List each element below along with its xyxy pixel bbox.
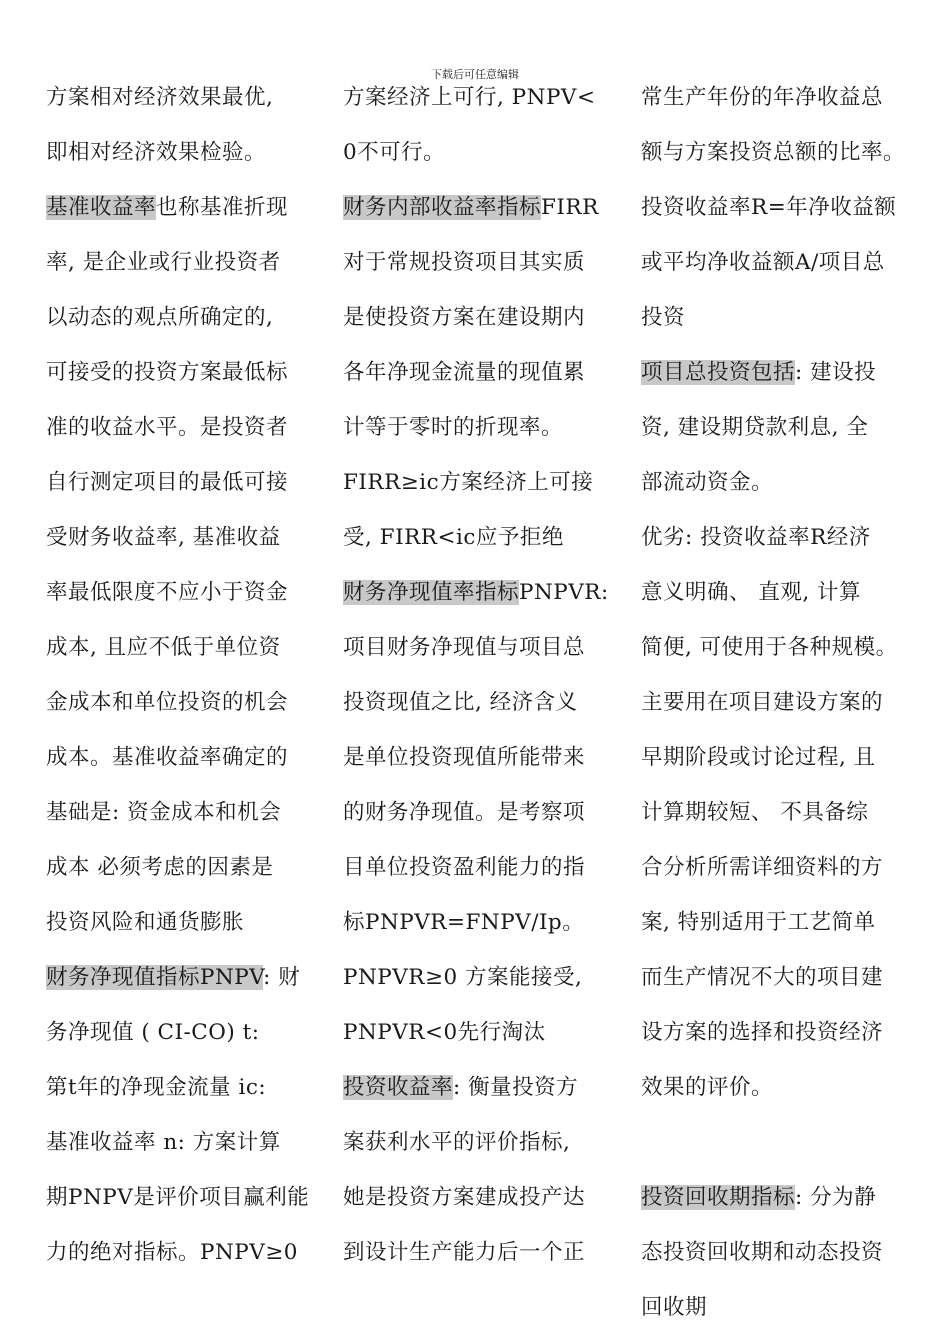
text-segment: 对于常规投资项目其实质 bbox=[343, 250, 586, 275]
text-segment: 成本 必须考虑的因素是 bbox=[46, 855, 274, 880]
text-segment: 准的收益水平。是投资者 bbox=[46, 415, 289, 440]
text-segment: PNPVR: bbox=[519, 580, 609, 605]
text-segment: 到设计生产能力后一个正 bbox=[343, 1240, 586, 1265]
text-line bbox=[46, 180, 314, 235]
text-line bbox=[46, 730, 314, 785]
text-segment: 资, 建设期贷款利息, 全 bbox=[641, 415, 869, 440]
text-segment: : 衡量投资方 bbox=[453, 1075, 579, 1100]
text-segment: 自行测定项目的最低可接 bbox=[46, 470, 289, 495]
text-segment: 金成本和单位投资的机会 bbox=[46, 690, 289, 715]
text-column-3 bbox=[641, 70, 923, 1335]
highlighted-term: 财务内部收益率指标 bbox=[343, 195, 542, 220]
text-line bbox=[641, 125, 923, 180]
text-line bbox=[641, 840, 923, 895]
text-segment: 率最低限度不应小于资金 bbox=[46, 580, 289, 605]
text-line bbox=[46, 1225, 314, 1280]
text-line bbox=[46, 400, 314, 455]
text-line bbox=[641, 290, 923, 345]
text-segment: 力的绝对指标。PNPV≥0 bbox=[46, 1240, 298, 1265]
text-line bbox=[46, 895, 314, 950]
text-line bbox=[343, 1005, 611, 1060]
text-segment: 成本, 且应不低于单位资 bbox=[46, 635, 281, 660]
text-segment: 案, 特别适用于工艺简单 bbox=[641, 910, 876, 935]
text-segment: 基础是: 资金成本和机会 bbox=[46, 800, 282, 825]
text-segment: 合分析所需详细资料的方 bbox=[641, 855, 884, 880]
text-line bbox=[46, 620, 314, 675]
text-segment: 投资 bbox=[641, 305, 686, 330]
text-line bbox=[641, 400, 923, 455]
text-line bbox=[641, 1005, 923, 1060]
text-segment: : 建设投 bbox=[795, 360, 877, 385]
text-segment: 态投资回收期和动态投资 bbox=[641, 1240, 884, 1265]
text-segment: 投资风险和通货膨胀 bbox=[46, 910, 245, 935]
text-line bbox=[641, 565, 923, 620]
text-segment: : 财 bbox=[263, 965, 301, 990]
text-column-2 bbox=[343, 70, 611, 1280]
text-segment: 或平均净收益额A/项目总 bbox=[641, 250, 885, 275]
text-segment: 受, FIRR<ic应予拒绝 bbox=[343, 525, 564, 550]
text-line bbox=[46, 950, 314, 1005]
text-segment: 项目财务净现值与项目总 bbox=[343, 635, 586, 660]
text-line bbox=[46, 510, 314, 565]
text-line bbox=[46, 1115, 314, 1170]
text-line bbox=[343, 290, 611, 345]
text-line bbox=[46, 1170, 314, 1225]
text-line bbox=[46, 1005, 314, 1060]
page-header: 下载后可任意编辑 bbox=[431, 68, 519, 81]
text-line bbox=[46, 235, 314, 290]
text-segment: 优劣: 投资收益率R经济 bbox=[641, 525, 871, 550]
text-line bbox=[343, 1170, 611, 1225]
text-line bbox=[343, 1225, 611, 1280]
text-line bbox=[343, 1115, 611, 1170]
text-line bbox=[343, 125, 611, 180]
text-segment: 意义明确、 直观, 计算 bbox=[641, 580, 862, 605]
text-line bbox=[343, 455, 611, 510]
text-line bbox=[641, 1060, 923, 1115]
highlighted-term: 基准收益率 bbox=[46, 195, 157, 220]
text-segment: 务净现值 ( CI-CO) t: bbox=[46, 1020, 260, 1045]
highlighted-term: 项目总投资包括 bbox=[641, 360, 796, 385]
text-line bbox=[46, 455, 314, 510]
text-segment: 各年净现金流量的现值累 bbox=[343, 360, 586, 385]
text-line bbox=[343, 510, 611, 565]
text-line bbox=[46, 345, 314, 400]
text-line bbox=[46, 1060, 314, 1115]
text-line bbox=[46, 785, 314, 840]
text-line bbox=[46, 840, 314, 895]
text-segment: 受财务收益率, 基准收益 bbox=[46, 525, 281, 550]
text-line bbox=[641, 510, 923, 565]
text-line bbox=[46, 675, 314, 730]
text-segment: 方案经济上可行, PNPV< bbox=[343, 85, 596, 110]
text-line bbox=[46, 290, 314, 345]
text-segment: 投资现值之比, 经济含义 bbox=[343, 690, 578, 715]
text-segment: 而生产情况不大的项目建 bbox=[641, 965, 884, 990]
text-column-1 bbox=[46, 70, 314, 1280]
text-segment: 以动态的观点所确定的, bbox=[46, 305, 274, 330]
text-segment: 是单位投资现值所能带来 bbox=[343, 745, 586, 770]
text-line bbox=[343, 620, 611, 675]
text-segment: PNPVR≥0 方案能接受, bbox=[343, 965, 583, 990]
text-segment: 常生产年份的年净收益总 bbox=[641, 85, 884, 110]
text-segment: FIRR bbox=[541, 195, 599, 220]
text-segment: PNPVR<0先行淘汰 bbox=[343, 1020, 546, 1045]
text-line bbox=[343, 400, 611, 455]
text-segment: FIRR≥ic方案经济上可接 bbox=[343, 470, 594, 495]
text-segment: 部流动资金。 bbox=[641, 470, 774, 495]
text-segment: 她是投资方案建成投产达 bbox=[343, 1185, 586, 1210]
text-line bbox=[641, 455, 923, 510]
text-segment: 的财务净现值。是考察项 bbox=[343, 800, 586, 825]
text-segment: 标PNPVR=FNPV/Ip。 bbox=[343, 910, 585, 935]
text-line bbox=[343, 345, 611, 400]
text-line bbox=[343, 565, 611, 620]
text-line bbox=[641, 1225, 923, 1280]
text-segment: 设方案的选择和投资经济 bbox=[641, 1020, 884, 1045]
text-line bbox=[343, 70, 611, 125]
text-line bbox=[343, 950, 611, 1005]
text-segment: 早期阶段或讨论过程, 且 bbox=[641, 745, 876, 770]
text-line bbox=[641, 620, 923, 675]
text-line bbox=[343, 785, 611, 840]
text-segment: 成本。基准收益率确定的 bbox=[46, 745, 289, 770]
text-segment: 基准收益率 n: 方案计算 bbox=[46, 1130, 281, 1155]
text-line bbox=[641, 895, 923, 950]
text-line bbox=[46, 125, 314, 180]
text-line bbox=[46, 70, 314, 125]
text-line bbox=[343, 235, 611, 290]
highlighted-term: 财务净现值率指标 bbox=[343, 580, 520, 605]
text-line bbox=[641, 345, 923, 400]
text-segment: 期PNPV是评价项目赢利能 bbox=[46, 1185, 310, 1210]
text-line bbox=[343, 1060, 611, 1115]
text-line bbox=[641, 70, 923, 125]
text-segment: 0不可行。 bbox=[343, 140, 446, 165]
text-line bbox=[46, 565, 314, 620]
text-segment: 主要用在项目建设方案的 bbox=[641, 690, 884, 715]
text-segment: 率, 是企业或行业投资者 bbox=[46, 250, 281, 275]
text-line bbox=[641, 785, 923, 840]
text-segment: : 分为静 bbox=[795, 1185, 877, 1210]
text-segment: 是使投资方案在建设期内 bbox=[343, 305, 586, 330]
text-segment: 简便, 可使用于各种规模。 bbox=[641, 635, 898, 660]
text-segment: 效果的评价。 bbox=[641, 1075, 774, 1100]
text-segment: 目单位投资盈利能力的指 bbox=[343, 855, 586, 880]
text-line bbox=[641, 730, 923, 785]
text-segment: 可接受的投资方案最低标 bbox=[46, 360, 289, 385]
text-segment: 方案相对经济效果最优, bbox=[46, 85, 274, 110]
text-line bbox=[343, 895, 611, 950]
text-line bbox=[343, 730, 611, 785]
highlighted-term: 投资收益率 bbox=[343, 1075, 454, 1100]
highlighted-term: 财务净现值指标PNPV bbox=[46, 965, 264, 990]
text-line bbox=[641, 1170, 923, 1225]
text-segment: 计算期较短、 不具备综 bbox=[641, 800, 869, 825]
text-segment: 投资收益率R=年净收益额 bbox=[641, 195, 897, 220]
text-line bbox=[343, 840, 611, 895]
text-segment: 第t年的净现金流量 ic: bbox=[46, 1075, 267, 1100]
text-line bbox=[641, 675, 923, 730]
text-line bbox=[641, 950, 923, 1005]
text-line bbox=[641, 180, 923, 235]
text-segment: 回收期 bbox=[641, 1295, 708, 1320]
text-segment: 额与方案投资总额的比率。 bbox=[641, 140, 906, 165]
text-line bbox=[641, 1115, 923, 1170]
text-line bbox=[343, 675, 611, 730]
text-line bbox=[641, 1280, 923, 1335]
text-segment: 计等于零时的折现率。 bbox=[343, 415, 564, 440]
text-segment: 案获利水平的评价指标, bbox=[343, 1130, 571, 1155]
text-line bbox=[343, 180, 611, 235]
text-line bbox=[641, 235, 923, 290]
text-segment: 即相对经济效果检验。 bbox=[46, 140, 267, 165]
text-segment: 也称基准折现 bbox=[156, 195, 289, 220]
highlighted-term: 投资回收期指标 bbox=[641, 1185, 796, 1210]
